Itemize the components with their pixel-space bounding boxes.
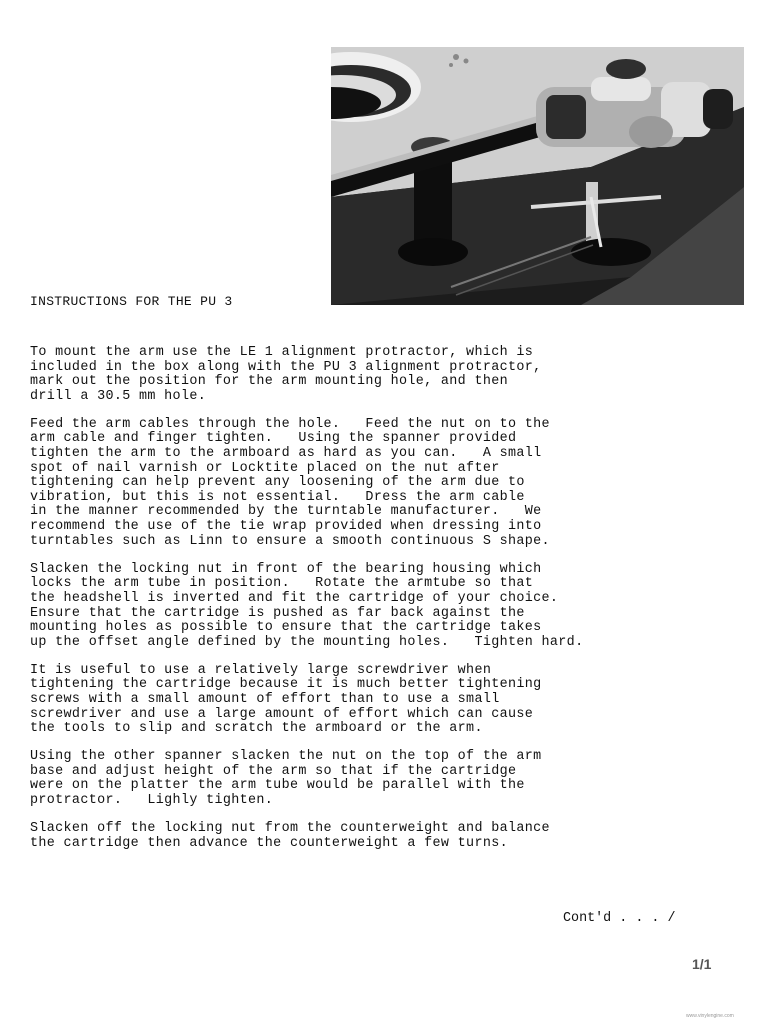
paragraph-cables <box>30 418 730 549</box>
document-title: INSTRUCTIONS FOR THE PU 3 <box>30 294 233 309</box>
text-line: screwdriver and use a large amount of effort which can cause <box>30 706 534 722</box>
text-line: the tools to slip and scratch the armboard or the arm. <box>30 721 483 737</box>
text-line: To mount the arm use the LE 1 alignment protractor, which is <box>30 345 534 360</box>
text-line: spot of nail varnish or Locktite placed on the nut after <box>30 460 500 476</box>
text-line: Slacken the locking nut in front of the bearing housing which <box>30 561 542 577</box>
text-line: base and adjust height of the arm so that if the cartridge <box>30 763 517 779</box>
page-number: 1/1 <box>692 956 712 972</box>
tonearm-photo <box>331 47 744 305</box>
text-line: protractor. Lighly tighten. <box>30 793 274 809</box>
text-line: mounting holes as possible to ensure that the cartridge takes <box>30 620 542 636</box>
watermark: www.vinylengine.com <box>686 1013 734 1019</box>
text-line: turntables such as Linn to ensure a smooth continuous S shape. <box>30 533 550 549</box>
continuation-note: Cont'd . . . / <box>563 911 676 926</box>
tonearm-photo-icon <box>331 47 744 305</box>
text-line: the headshell is inverted and fit the cartridge of your choice. <box>30 590 559 606</box>
text-line: recommend the use of the tie wrap provided when dressing into <box>30 519 542 535</box>
text-line: in the manner recommended by the turntable manufacturer. We <box>30 504 542 520</box>
text-line: screws with a small amount of effort than to use a small <box>30 691 500 707</box>
text-line: Feed the arm cables through the hole. Feed the nut on to the <box>30 416 550 432</box>
text-line: were on the platter the arm tube would be parallel with the <box>30 778 525 794</box>
text-line: vibration, but this is not essential. Dress the arm cable <box>30 489 525 505</box>
text-line: Slacken off the locking nut from the counterweight and balance <box>30 821 550 837</box>
text-line: mark out the position for the arm mounting hole, and then <box>30 374 508 390</box>
paragraph-height <box>30 750 730 808</box>
text-line: tighten the arm to the armboard as hard as you can. A small <box>30 446 542 462</box>
paragraph-cartridge <box>30 563 730 651</box>
paragraph-counterweight <box>30 822 730 851</box>
text-line: locks the arm tube in position. Rotate the armtube so that <box>30 576 534 592</box>
text-line: tightening can help prevent any loosening of the arm due to <box>30 475 525 491</box>
text-line: arm cable and finger tighten. Using the spanner provided <box>30 431 517 447</box>
paragraph-mounting <box>30 346 730 404</box>
text-line: Using the other spanner slacken the nut on the top of the arm <box>30 749 542 765</box>
text-line: up the offset angle defined by the mounting holes. Tighten hard. <box>30 634 584 650</box>
text-line: the cartridge then advance the counterweight a few turns. <box>30 835 508 851</box>
text-line: It is useful to use a relatively large screwdriver when <box>30 662 492 678</box>
text-line: drill a 30.5 mm hole. <box>30 388 207 404</box>
text-line: Ensure that the cartridge is pushed as far back against the <box>30 605 525 621</box>
text-line: included in the box along with the PU 3 alignment protractor, <box>30 359 542 375</box>
text-line: tightening the cartridge because it is much better tightening <box>30 677 542 693</box>
paragraph-screwdriver <box>30 664 730 737</box>
instructions-body <box>30 346 730 865</box>
